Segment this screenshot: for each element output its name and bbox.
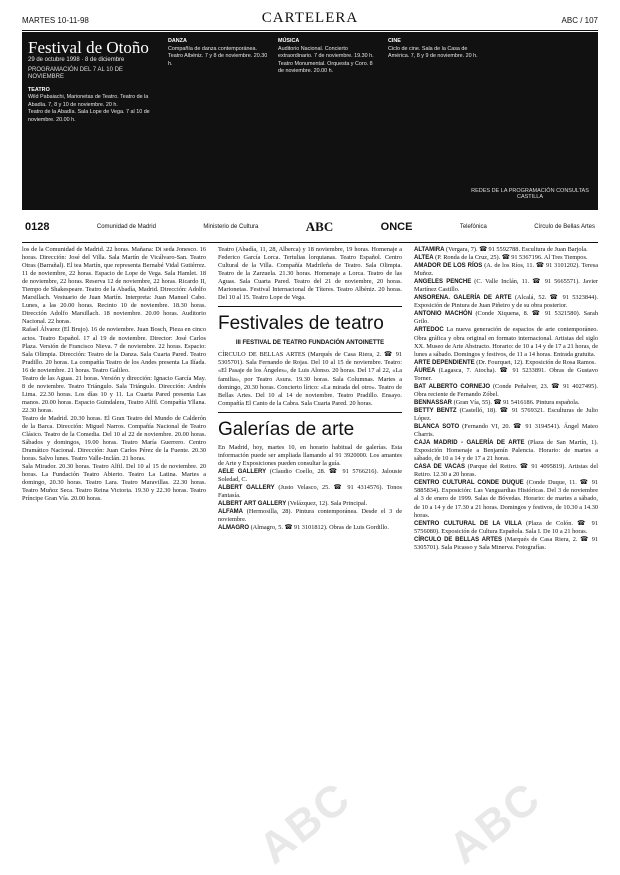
gallery-entry: [414, 246, 598, 254]
page-header: [22, 10, 598, 31]
listing-paragraph: Teatro (Abadía, 11, 28, Alberca) y 18 noviembre, 19 horas. Homenaje a Federico García Lorca. Tertulias lorquianas. Teatro Español. Centro Cultural de la Villa. Compañía Madrileña de Teatro. Sala Olimpia. Teatro de la Zarzuela. 21.30 horas. Homenaje a Lorca. Teatro de las Aguas. Sala Cuarta Pared. Teatro del 21 de noviembre, 20 horas. Marionetas. Festival Internacional de Títeres. Teatro Albéniz. 20 horas. Del 10 al 15. Teatro Lope de Vega.: [218, 246, 402, 302]
gallery-details: (Lagasca, 7. Atocha). ☎ 91 5233891. Obras de Gustavo Torner.: [414, 366, 598, 382]
watermark: ABC: [250, 772, 361, 874]
gallery-details: (A. de los Ríos, 11. ☎ 91 3101202). Teresa Muñoz.: [414, 262, 598, 278]
gallery-entry: [414, 463, 598, 479]
gallery-details: (Plaza de San Martín, 1). Exposición Homenaje a Benjamín Palencia. Horario: de martes a sábado, de 10 a 14 y de 17 a 21 horas.: [414, 439, 598, 463]
gallery-details: (Castelló, 18). ☎ 91 5769321. Esculturas de Julio López.: [414, 406, 598, 422]
sponsor-logo: Ministerio de Cultura: [203, 224, 259, 230]
section-title: CARTELERA: [261, 10, 359, 26]
banner-col-musica: [278, 38, 378, 81]
gallery-name: ANSORENA. GALERÍA DE ARTE: [414, 295, 512, 302]
teatro-item: Teatro de la Abadía. Sala Lope de Vega. 7 al 10 de noviembre. 20.00 h.: [28, 109, 150, 123]
sponsor-logo: Telefónica: [459, 224, 487, 230]
banner-col-danza: [168, 38, 268, 73]
gallery-name: AMADOR DE LOS RÍOS: [414, 263, 483, 270]
gallery-entry: [218, 524, 402, 532]
danza-item: Compañía de danza contemporánea. Teatro Albéniz. 7 y 8 de noviembre. 20.30 h.: [168, 45, 268, 67]
gallery-entry: [414, 254, 598, 262]
gallery-details: (Plaza de Colón. ☎ 91 5756080). Exposición de Cultura Española. Sala I. De 10 a 21 horas.: [414, 519, 598, 535]
sponsor-logo: ABC: [305, 219, 334, 234]
gallery-entry: [218, 468, 402, 484]
gallery-entry: [414, 383, 598, 399]
gallery-name: ALBERT ART GALLERY: [218, 501, 287, 508]
gallery-entry: [414, 407, 598, 423]
gallery-entry: [414, 294, 598, 310]
listing-paragraph: Sala Mirador. 20.30 horas. Teatro Alfil. Del 10 al 15 de noviembre. 20 horas. La Fundación Teatro Abierto. Teatro La Latina. Martes a domingo, 20.30 horas. Teatro Lara. Teatro Maravillas. 22.30 horas. Teatro Muñoz Seca. Teatro Reina Victoria. 19.30 y 22.30 horas. Teatro Príncipe Gran Vía. 20.00 horas.: [22, 463, 206, 503]
gallery-details: (Gran Vía, 55). ☎ 91 5416186. Pintura española.: [453, 398, 580, 406]
festival-program: PROGRAMACIÓN DEL 7 AL 10 DE NOVIEMBRE: [28, 66, 123, 80]
gallery-details: (Conde Duque, 11. ☎ 91 5885834). Exposición: Las Vanguardias Históricas. Del 3 de noviembre al 3 de enero de 1999. Salas de Bóvedas. Horario: de martes a sábado, de 10 a 14 y de 17.30 a 21 horas. Domingos y festivos, de 10.30 a 14.30 horas.: [414, 479, 598, 519]
gallery-entry: [414, 326, 598, 358]
gallery-entry: [414, 479, 598, 519]
cine-item: Ciclo de cine. Sala de la Casa de América. 7, 8 y 9 de noviembre. 20 h.: [388, 45, 478, 60]
cine-heading: CINE: [388, 38, 401, 44]
gallery-details: (P. Ronda de la Cruz, 25). ☎ 91 5367196. Al Tres Tiempos.: [435, 254, 588, 262]
gallery-details: (C. Valle Inclán, 11. ☎ 91 5665571). Javier Martínez Castillo.: [414, 278, 598, 294]
festival-banner: [22, 32, 598, 210]
gallery-details: (Dr. Fourquet, 12). Exposición de Rosa Ramos.: [476, 358, 596, 366]
teatro-item: Wild Pabaiachi, Marionetas de Teatro. Teatro de la Abadía. 7, 8 y 10 de noviembre. 20 h.: [28, 94, 149, 108]
musica-item: Teatro Monumental. Orquesta y Coro. 8 de noviembre. 20.00 h.: [278, 60, 373, 75]
musica-item: Auditorio Nacional. Concierto extraordinario. 7 de noviembre. 19.30 h.: [278, 45, 374, 60]
gallery-entry: [414, 520, 598, 536]
gallery-name: CENTRO CULTURAL CONDE DUQUE: [414, 480, 524, 487]
gallery-name: ALMAGRO: [218, 525, 249, 532]
gallery-details: (Velázquez, 12). Sala Principal.: [287, 500, 368, 508]
gallery-name: BLANCA SOTO: [414, 424, 460, 431]
sponsor-logo: Comunidad de Madrid: [96, 224, 156, 230]
column-left: [22, 246, 206, 844]
festivales-box: [218, 306, 402, 407]
gallery-entry: [414, 262, 598, 278]
gallery-details: (Fernando VI, 20. ☎ 91 3194541). Ángel Mateo Charris.: [414, 423, 598, 439]
gallery-name: ARTEDOC: [414, 327, 444, 334]
sponsor-logo: Círculo de Bellas Artes: [534, 224, 595, 230]
gallery-name: CENTRO CULTURAL DE LA VILLA: [414, 520, 522, 527]
gallery-entry: [414, 278, 598, 294]
gallery-name: ALTEA: [414, 255, 434, 262]
gallery-name: CASA DE VACAS: [414, 464, 466, 471]
sponsor-strip: [22, 212, 598, 243]
cine-block: [388, 38, 484, 61]
gallery-details: (Vergara, 7). ☎ 91 5592788. Escultura de Juan Barjola.: [446, 246, 588, 253]
gallery-name: BAT ALBERTO CORNEJO: [414, 383, 491, 390]
listing-paragraph: los de la Comunidad de Madrid. 22 horas. Mañana: Di seda Jonesco. 16 horas. Dirección: José del Villa. Sala Martín de Vicálvaro-San. Teatro Otras (Barrañal). El tea Martín, que representa Bernabé Vidal Gutiérrez. 11 de noviembre, 22 horas. Espacio de Lope de Vega. Sala Hamlet. 18 de noviembre, 22 horas. Reserva 12 de noviembre, 22 horas. Ricardo II, Tiempo de Shakespeare. Teatro de la Abadía, Madrid. Dirección: Adolfo Marsillach. Vestuario de Juan Martín. Interpreta: Juan Manuel Cabo. Lunes, a las 20.00 horas. Recinto 10 de noviembre. 18.30 horas. Dirección Adolfo Marsillach. 18 noviembre. 20.00 horas. Auditorio Nacional. 22 horas.: [22, 246, 206, 326]
listing-paragraph: Rafael Álvarez (El Brujo). 16 de noviembre. Juan Bosch, Pieza en cinco actos. Teatro Español. 17 al 19 de noviembre. Director: José Carlos Plaza. Versión de Francisco Nieva. 7 de noviembre. 22 horas. Espacio: Sala Olimpia. Dirección: Teatro de la Danza. Sala Cuarta Pared. Teatro Pradillo. 20 horas. La compañía Teatro de los Andes presenta La Ilíada. 16 de noviembre. 21 horas. Teatro Galileo.: [22, 326, 206, 374]
teatro-block: [28, 87, 160, 125]
banner-col-title: [28, 38, 160, 130]
gallery-name: BENNASSAR: [414, 399, 453, 406]
watermark: ABC: [440, 772, 551, 874]
danza-block: [168, 38, 268, 68]
banner-brand: REDES DE LA PROGRAMACIÓN CONSULTAS CASTILLA: [471, 188, 589, 200]
gallery-entry: [414, 367, 598, 383]
gallery-name: AELE GALLERY: [218, 468, 267, 475]
gallery-details: (Almagro, 5. ☎ 91 3101812). Obras de Luis Gordillo.: [250, 524, 389, 532]
musica-block: [278, 38, 378, 76]
musica-heading: MÚSICA: [278, 38, 300, 44]
festivales-body: CÍRCULO DE BELLAS ARTES (Marqués de Casa Riera, 2. ☎ 91 5305701). Sala Fernando de Rojas. Del 10 al 15 de noviembre. Teatro: «El Pasaje de los Ángeles», de Luis Alonso. 20 horas. Del 17 al 22, «La familia», por Teatro Asura. 19.30 horas. Sala Columnas. Martes a domingo, 20.30 horas. Concierto lírico: «La mirada del otro». Teatro de Bellas Artes. Del 10 al 14 de noviembre. Teatro Pradillo. Ensayo. Compañía El Canto de la Cabra. Sala Cuarta Pared. 20 horas.: [218, 351, 402, 407]
galerias-box: [218, 412, 402, 533]
listing-paragraph: Teatro de Madrid. 20.30 horas. El Gran Teatro del Mundo de Calderón de la Barca. Dirección: Miguel Narros. Compañía Nacional de Teatro Clásico. Teatro de la Comedia. Del 10 al 22 de noviembre. 20.00 horas. Sábados y domingos, 19.00 horas. Teatro María Guerrero. Centro Dramático Nacional. Dirección: Juan Carlos Pérez de la Fuente. 20.30 horas. Salvo lunes. Teatro Valle-Inclán. 21 horas.: [22, 414, 206, 463]
gallery-entry: [414, 536, 598, 552]
gallery-details: (Alcalá, 52. ☎ 91 5323844). Exposición de Pintura de Juan Piñeiro y de su obra posterior.: [414, 294, 598, 310]
gallery-details: (Conde Xiquena, 8. ☎ 91 5321580). Sarah Grilo.: [414, 310, 598, 326]
gallery-details: La nueva generación de espacios de arte contemporáneo. Obra gráfica y obra original en formato internacional. Artistas del siglo XX. Museo de Arte Abstracto. Horario: de 10 a 14 y de 17 a 21 horas, de lunes a sábado. Domingos y festivos, de 11 a 14 horas. Entrada gratuita.: [414, 326, 598, 358]
sponsor-logo: 0128: [25, 221, 50, 233]
festivales-subheading: III FESTIVAL DE TEATRO FUNDACIÓN ANTOINETTE: [235, 340, 385, 347]
gallery-entry: [414, 439, 598, 463]
gallery-details: (Parque del Retiro. ☎ 91 4095819). Artistas del Retiro. 12.30 a 20 horas.: [414, 463, 598, 479]
issue-date: MARTES 10-11-98: [22, 16, 89, 25]
gallery-details: (Claudio Coello, 28. ☎ 91 5766216). Jalousie Soledad, C.: [218, 467, 402, 483]
gallery-name: ALTAMIRA: [414, 247, 445, 253]
gallery-name: CÍRCULO DE BELLAS ARTES: [414, 536, 502, 543]
gallery-entry: [218, 500, 402, 508]
gallery-entry: [218, 508, 402, 524]
gallery-entry: [414, 310, 598, 326]
galerias-intro: En Madrid, hoy, martes 10, en horario habitual de galerías. Esta información puede ser ampliada llamando al 91 3920000. Los amantes de Arte y Exposiciones pueden consultar la guía.: [218, 443, 402, 467]
gallery-details: (Conde Peñalver, 23. ☎ 91 4027495). Obra reciente de Fernando Zóbel.: [414, 382, 598, 398]
gallery-name: BETTY BENTZ: [414, 407, 457, 414]
galerias-heading: Galerías de arte: [218, 418, 355, 440]
gallery-entry: [414, 399, 598, 407]
gallery-name: ARTE DEPENDIENTE: [414, 359, 475, 366]
column-middle: [218, 246, 402, 844]
gallery-entry: [218, 484, 402, 500]
gallery-details: (Justo Velasco, 25. ☎ 91 4314576). Tonos Fantasía.: [218, 483, 402, 499]
teatro-heading: TEATRO: [28, 86, 50, 93]
gallery-name: ÁUREA: [414, 367, 436, 374]
banner-col-cine: [388, 38, 484, 66]
gallery-name: ANGELES PENCHE: [414, 279, 472, 286]
festival-title: Festival de Otoño: [28, 38, 149, 57]
gallery-name: ALBERT GALLERY: [218, 484, 275, 491]
gallery-details: (Hermosilla, 28). Pintura contemporánea. Desde el 3 de noviembre.: [218, 508, 402, 524]
gallery-name: ANTONIO MACHÓN: [414, 311, 473, 318]
page-number: ABC / 107: [561, 16, 598, 25]
festival-dates: 29 de octubre 1998 · 8 de diciembre: [28, 57, 125, 63]
gallery-entry: [414, 359, 598, 367]
danza-heading: DANZA: [168, 38, 187, 44]
gallery-name: CAJA MADRID - GALERÍA DE ARTE: [414, 440, 525, 447]
gallery-details: (Marqués de Casa Riera, 2. ☎ 91 5305701). Sala Picasso y Sala Minerva. Fotografías.: [414, 535, 598, 551]
column-right: [414, 246, 598, 844]
festivales-heading: Festivales de teatro: [218, 313, 384, 335]
listing-paragraph: Teatro de las Aguas. 21 horas. Versión y dirección: Ignacio García May. 8 de noviembre. Teatro Triángulo. Sala Triángulo. Dirección: Andrés Lima. 22.30 horas. Los días 10 y 11. La Cuarta Pared presenta Las manos. 20.00 horas. Espacio Guindalera, Teatro Alfil. Compañía Yllana. 22.30 horas.: [22, 374, 206, 414]
gallery-name: ALFAMA: [218, 509, 243, 516]
gallery-entry: [414, 423, 598, 439]
sponsor-logo: ONCE: [380, 221, 413, 233]
